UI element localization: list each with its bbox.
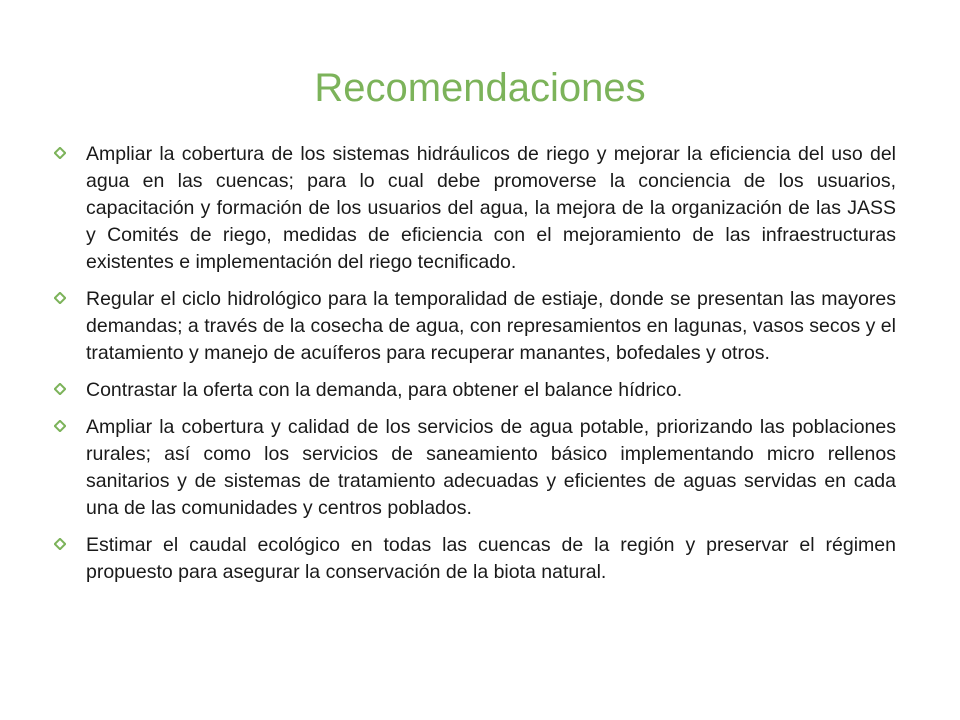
bullet-item [48, 286, 896, 367]
diamond-bullet-icon [54, 292, 66, 304]
slide-title: Recomendaciones [314, 66, 646, 110]
diamond-bullet-icon [54, 420, 66, 432]
bullet-item [48, 377, 896, 404]
bullet-text: Estimar el caudal ecológico en todas las cuencas de la región y preservar el régimen propuesto para asegurar la conservación de la biota natural. [86, 534, 896, 583]
bullet-text: Ampliar la cobertura de los sistemas hidráulicos de riego y mejorar la eficiencia del uso del agua en las cuencas; para lo cual debe promoverse la conciencia de los usuarios, capacitación y formación de los usuarios del agua, la mejora de la organización de las JASS y Comités de riego, medidas de eficiencia con el mejoramiento de las infraestructuras existentes e implementación del riego tecnificado. [86, 143, 896, 273]
bullet-text: Contrastar la oferta con la demanda, para obtener el balance hídrico. [86, 379, 683, 401]
bullet-item [48, 414, 896, 522]
bullet-item [48, 532, 896, 586]
bullet-text: Ampliar la cobertura y calidad de los servicios de agua potable, priorizando las poblaciones rurales; así como los servicios de saneamiento básico implementando micro rellenos sanitarios y de sistemas de tratamiento adecuadas y eficientes de aguas servidas en cada una de las comunidades y centros poblados. [86, 416, 896, 519]
bullet-item [48, 141, 896, 276]
diamond-bullet-icon [54, 147, 66, 159]
bullet-list [48, 141, 896, 596]
diamond-bullet-icon [54, 538, 66, 550]
diamond-bullet-icon [54, 383, 66, 395]
bullet-text: Regular el ciclo hidrológico para la temporalidad de estiaje, donde se presentan las mayores demandas; a través de la cosecha de agua, con represamientos en lagunas, vasos secos y el tratamiento y manejo de acuíferos para recuperar manantes, bofedales y otros. [86, 288, 896, 364]
